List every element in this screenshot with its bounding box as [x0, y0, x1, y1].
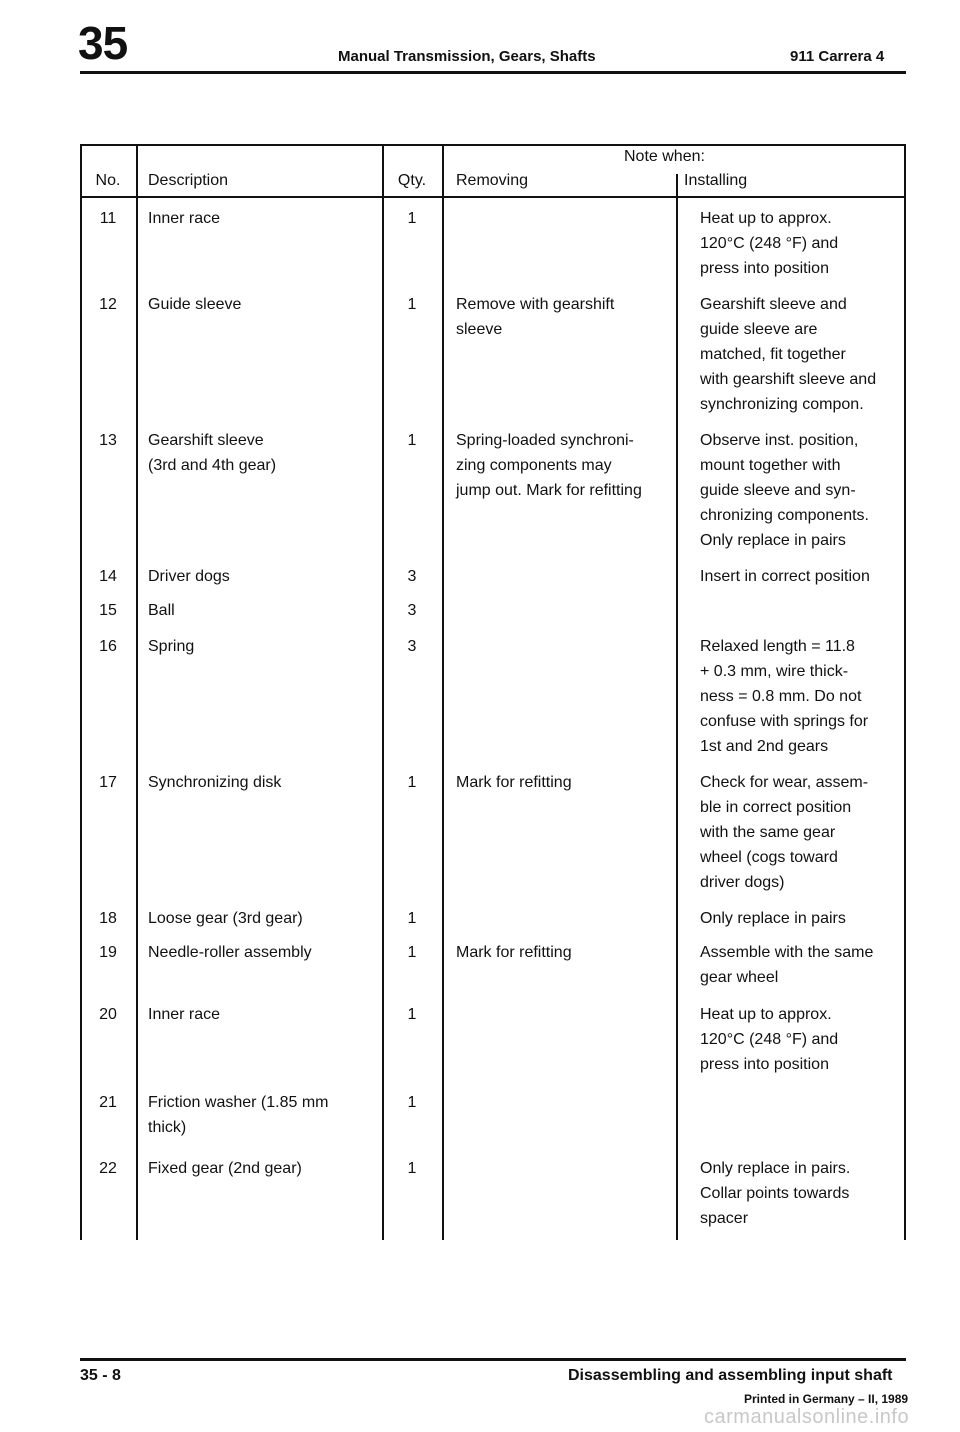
- watermark: carmanualsonline.info: [704, 1406, 910, 1428]
- col-divider-no: [136, 144, 138, 1240]
- printed-note: Printed in Germany – II, 1989: [744, 1392, 909, 1406]
- cell-no: 13: [99, 432, 117, 449]
- col-header-removing: Removing: [456, 172, 529, 189]
- cell-qty: 3: [407, 638, 417, 655]
- description-line: Inner race: [148, 210, 221, 227]
- cell-qty: 1: [407, 1160, 417, 1177]
- table-top-border: [80, 144, 906, 146]
- cell-removing: [456, 292, 614, 342]
- installing-line: gear wheel: [700, 969, 779, 986]
- cell-qty: 1: [407, 210, 417, 227]
- page-number: 35 - 8: [80, 1367, 121, 1384]
- cell-installing: [700, 1002, 838, 1077]
- installing-line: Gearshift sleeve and: [700, 296, 847, 313]
- removing-line: Mark for refitting: [456, 774, 572, 791]
- installing-line: Observe inst. position,: [700, 432, 859, 449]
- col-header-qty: Qty.: [397, 172, 427, 189]
- cell-installing: [700, 206, 838, 281]
- cell-removing: [456, 940, 572, 965]
- description-line: (3rd and 4th gear): [148, 457, 277, 474]
- removing-line: jump out. Mark for refitting: [456, 482, 642, 499]
- cell-description: [148, 634, 194, 659]
- installing-line: mount together with: [700, 457, 841, 474]
- description-line: thick): [148, 1119, 187, 1136]
- installing-line: driver dogs): [700, 874, 785, 891]
- description-line: Fixed gear (2nd gear): [148, 1160, 302, 1177]
- cell-description: [148, 906, 303, 931]
- cell-removing: [456, 770, 572, 795]
- removing-line: Mark for refitting: [456, 944, 572, 961]
- table-header-border: [80, 196, 906, 198]
- cell-installing: [700, 564, 870, 589]
- parts-table: [80, 144, 906, 1240]
- cell-description: [148, 428, 276, 478]
- cell-no: 16: [99, 638, 117, 655]
- cell-installing: [700, 940, 873, 990]
- col-divider-qty: [442, 144, 444, 1240]
- col-divider-removing: [676, 174, 678, 1240]
- installing-line: ble in correct position: [700, 799, 852, 816]
- cell-description: [148, 292, 241, 317]
- cell-no: 19: [99, 944, 117, 961]
- installing-line: 120°C (248 °F) and: [700, 235, 839, 252]
- cell-installing: [700, 634, 868, 759]
- cell-description: [148, 770, 281, 795]
- description-line: Driver dogs: [148, 568, 230, 585]
- installing-line: matched, fit together: [700, 346, 846, 363]
- installing-line: 120°C (248 °F) and: [700, 1031, 839, 1048]
- header-model: 911 Carrera 4: [790, 48, 885, 65]
- installing-line: with gearshift sleeve and: [700, 371, 877, 388]
- cell-description: [148, 564, 230, 589]
- cell-installing: [700, 428, 869, 553]
- removing-line: Remove with gearshift: [456, 296, 615, 313]
- cell-no: 18: [99, 910, 117, 927]
- cell-qty: 1: [407, 296, 417, 313]
- cell-no: 21: [99, 1094, 117, 1111]
- cell-qty: 3: [407, 568, 417, 585]
- cell-no: 14: [99, 568, 117, 585]
- installing-line: + 0.3 mm, wire thick-: [700, 663, 849, 680]
- cell-qty: 1: [407, 1094, 417, 1111]
- cell-no: 20: [99, 1006, 117, 1023]
- installing-line: Check for wear, assem-: [700, 774, 869, 791]
- header-title: Manual Transmission, Gears, Shafts: [338, 48, 596, 65]
- installing-line: Relaxed length = 11.8: [700, 638, 855, 655]
- description-line: Loose gear (3rd gear): [148, 910, 303, 927]
- installing-line: Only replace in pairs: [700, 910, 846, 927]
- footer-rule: [80, 1358, 906, 1361]
- description-line: Needle-roller assembly: [148, 944, 312, 961]
- cell-removing: [456, 428, 642, 503]
- installing-line: Collar points towards: [700, 1185, 850, 1202]
- description-line: Synchronizing disk: [148, 774, 282, 791]
- cell-installing: [700, 906, 846, 931]
- installing-line: confuse with springs for: [700, 713, 869, 730]
- cell-description: [148, 1156, 302, 1181]
- installing-line: press into position: [700, 1056, 829, 1073]
- table-right-border: [904, 144, 906, 1240]
- installing-line: Only replace in pairs.: [700, 1160, 851, 1177]
- installing-line: guide sleeve are: [700, 321, 818, 338]
- cell-no: 15: [99, 602, 117, 619]
- removing-line: zing components may: [456, 457, 612, 474]
- description-line: Ball: [148, 602, 175, 619]
- col-header-no: No.: [95, 172, 121, 189]
- cell-qty: 1: [407, 910, 417, 927]
- cell-no: 12: [99, 296, 117, 313]
- installing-line: guide sleeve and syn-: [700, 482, 856, 499]
- description-line: Friction washer (1.85 mm: [148, 1094, 329, 1111]
- cell-no: 11: [99, 210, 117, 227]
- cell-description: [148, 1090, 329, 1140]
- cell-qty: 1: [407, 1006, 417, 1023]
- installing-line: Heat up to approx.: [700, 1006, 832, 1023]
- col-header-description: Description: [148, 172, 229, 189]
- cell-installing: [700, 1156, 850, 1231]
- section-number: 35: [78, 17, 128, 69]
- description-line: Guide sleeve: [148, 296, 242, 313]
- header-rule: [80, 71, 906, 74]
- description-line: Gearshift sleeve: [148, 432, 264, 449]
- installing-line: wheel (cogs toward: [700, 849, 838, 866]
- installing-line: 1st and 2nd gears: [700, 738, 829, 755]
- cell-no: 22: [99, 1160, 117, 1177]
- cell-qty: 1: [407, 944, 417, 961]
- installing-line: Heat up to approx.: [700, 210, 832, 227]
- cell-description: [148, 598, 175, 623]
- installing-line: spacer: [700, 1210, 749, 1227]
- col-header-installing: Installing: [684, 172, 748, 189]
- cell-qty: 3: [407, 602, 417, 619]
- cell-installing: [700, 770, 868, 895]
- footer-title: Disassembling and assembling input shaft: [568, 1367, 893, 1384]
- installing-line: chronizing components.: [700, 507, 869, 524]
- installing-line: Assemble with the same: [700, 944, 874, 961]
- col-header-note-when: Note when:: [624, 148, 705, 165]
- installing-line: Insert in correct position: [700, 568, 870, 585]
- description-line: Inner race: [148, 1006, 221, 1023]
- cell-description: [148, 940, 312, 965]
- installing-line: press into position: [700, 260, 829, 277]
- installing-line: with the same gear: [700, 824, 836, 841]
- cell-qty: 1: [407, 774, 417, 791]
- cell-no: 17: [99, 774, 117, 791]
- cell-qty: 1: [407, 432, 417, 449]
- installing-line: synchronizing compon.: [700, 396, 864, 413]
- installing-line: ness = 0.8 mm. Do not: [700, 688, 862, 705]
- installing-line: Only replace in pairs: [700, 532, 846, 549]
- removing-line: Spring-loaded synchroni-: [456, 432, 634, 449]
- cell-description: [148, 1002, 220, 1027]
- cell-installing: [700, 292, 876, 417]
- description-line: Spring: [148, 638, 195, 655]
- cell-description: [148, 206, 220, 231]
- removing-line: sleeve: [456, 321, 503, 338]
